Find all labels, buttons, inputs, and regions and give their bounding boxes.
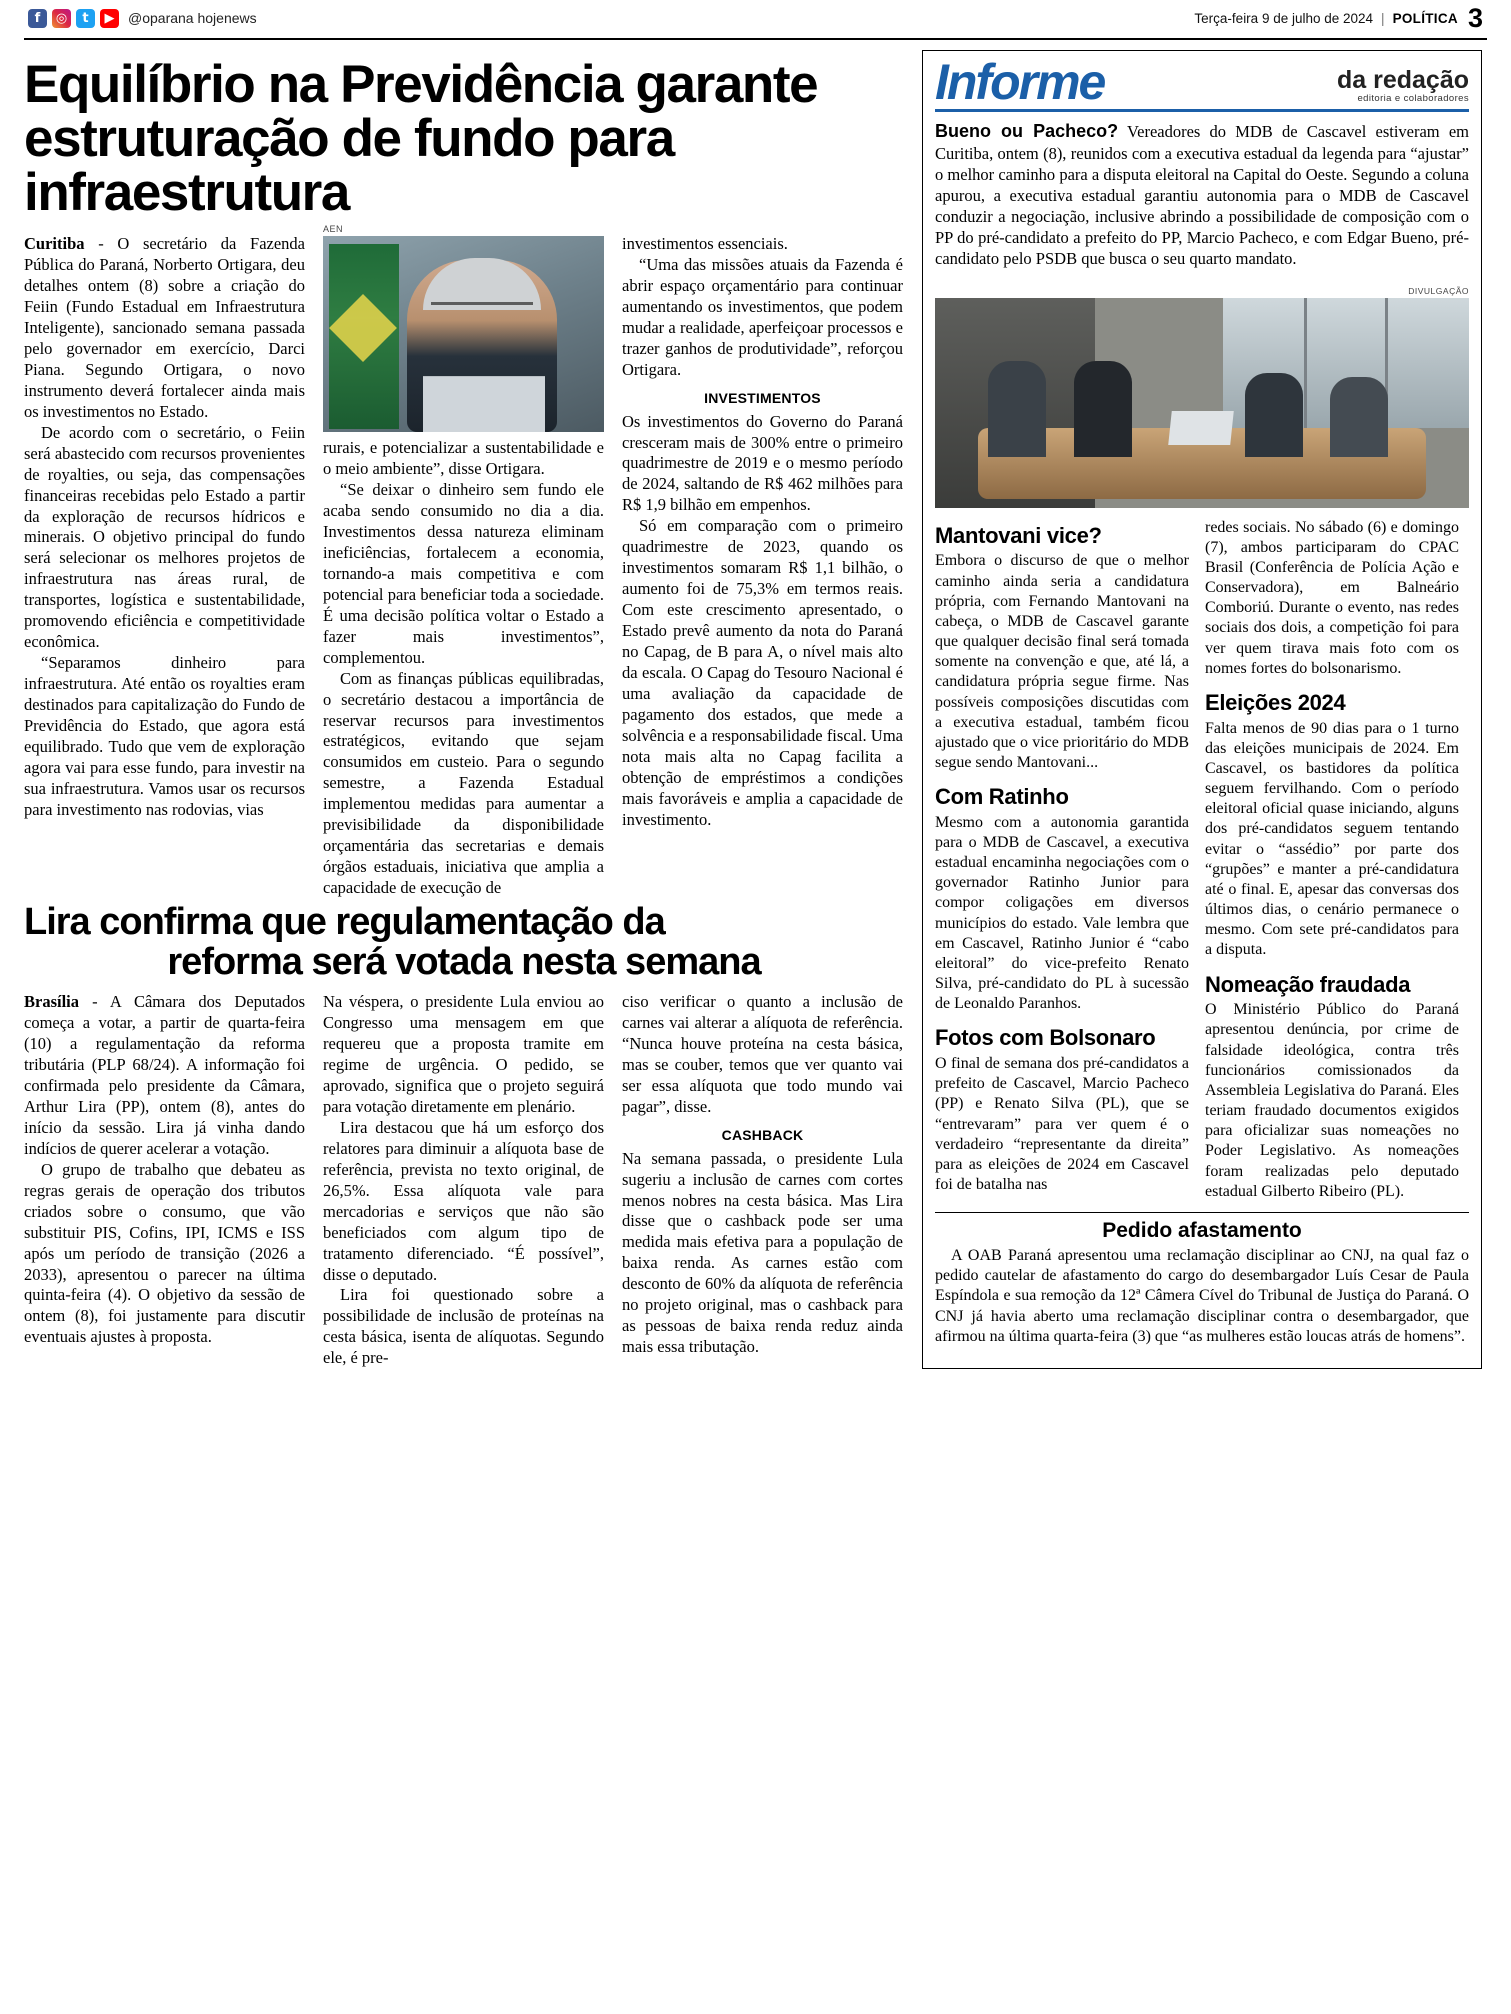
masthead (24, 0, 1487, 40)
informe-column-2 (1205, 518, 1459, 1202)
facebook-icon[interactable]: f (28, 9, 47, 28)
masthead-separator: | (1381, 10, 1385, 26)
paragraph (24, 234, 305, 423)
informe-item-title: Eleições 2024 (1205, 689, 1346, 715)
youtube-icon[interactable]: ▶ (100, 9, 119, 28)
article-2-columns (24, 992, 904, 1369)
article-2-title (24, 903, 904, 982)
paragraph (24, 992, 305, 1160)
paragraph: investimentos essenciais. (622, 234, 788, 254)
article-1-columns (24, 224, 904, 899)
informe-item-text: redes sociais. No sábado (6) e domingo (7), ambos participaram do CPAC Brasil (Conferência de Polícia Ação e Conservadora), em Balneário Comboriú. Durante o evento, nas redes sociais dos dois, a competição foi para ver quem tirava mais foto com os nomes fortes do bolsonarismo. (1205, 518, 1459, 677)
informe-item-text: O final de semana dos pré-candidatos a prefeito de Cascavel, Marcio Pacheco (PP) e Renato Silva (PL), que se “entrevaram” para ver quem é o verdadeiro “representante da direita” para as eleições de 2024 em Cascavel foi de batalha nas (935, 1055, 1189, 1194)
paragraph: rurais, e potencializar a sustentabilidade e o meio ambiente”, disse Ortigara. (323, 438, 604, 479)
informe-item-text: Mesmo com a autonomia garantida para o MDB de Cascavel, a executiva estadual encaminha negociações com o governador Ratinho Junior para compor coligações em diversos municípios do estado. Vale lembra que em Cascavel, Ratinho Junior é “cabo eleitoral” do vice-prefeito Renato Silva, pré-candidato do PL à sucessão de Leonaldo Paranhos. (935, 813, 1189, 1013)
paragraph: Só em comparação com o primeiro quadrimestre de 2023, quando os investimentos somaram R$ 1,1 bilhão, o aumento foi de 75,3% em termos reais. Com este crescimento apresentado, o Estado prevê aumento da nota do Paraná no Capag, de B para A, o nível mais alto da escala. O Capag do Tesouro Nacional é uma avaliação da capacidade de pagamento dos estados, que mede a solvência e a responsabilidade fiscal. Uma nota mais alta no Capag facilita a obtenção de empréstimos a condições mais favoráveis e amplia a capacidade de investimento. (622, 516, 903, 829)
page-number: 3 (1467, 2, 1483, 33)
article-2-column-3 (622, 992, 903, 1369)
informe-subtitle-group (1336, 65, 1469, 107)
informe-footer (935, 1212, 1469, 1348)
informe-photo-credit: DIVULGAÇÃO (1408, 285, 1469, 296)
paragraph: Com as finanças públicas equilibradas, o secretário destacou a importância de reservar recursos para investimentos estratégicos, evitando que sejam consumidos em custeio. Para o segundo semestre, a Fazenda Estadual implementou medidas para aumentar a previsibilidade da disponibilidade orçamentária das secretarias e demais órgãos estaduais, iniciativa que amplia a capacidade de execução de (323, 668, 604, 898)
informe-logo: Informe (935, 54, 1105, 110)
informe-item-title: Mantovani vice? (935, 522, 1102, 548)
informe-column-1 (935, 518, 1189, 1202)
paragraph: “Se deixar o dinheiro sem fundo ele acaba sendo consumido no dia a dia. Investimentos dessa natureza eliminam ineficiências, fortalecem a economia, tornando-a mais competitiva e com potencial para beneficiar toda a sociedade. É uma decisão política voltar o Estado a fazer mais investimentos”, complementou. (323, 480, 604, 667)
paragraph: Lira foi questionado sobre a possibilidade de inclusão de proteínas na cesta básica, isenta de alíquotas. Segundo ele, é pre- (323, 1285, 604, 1368)
masthead-social (28, 9, 257, 28)
article-2-title-line-2: reforma será votada nesta semana (167, 940, 761, 983)
paragraph-text: - A Câmara dos Deputados começa a votar, a partir de quarta-feira (10) a regulamentação da reforma tributária (PLP 68/24). A informação foi confirmada pelo presidente da Câmara, Arthur Lira (PP), ontem (8), antes do início da sessão. Lira já vinha dando indícios de querer acelerar a votação. (24, 992, 305, 1158)
twitter-icon[interactable]: t (76, 9, 95, 28)
informe-lead-text: Vereadores do MDB de Cascavel estiveram em Curitiba, ontem (8), reunidos com a executiva estadual da legenda para “ajustar” o melhor caminho para a disputa eleitoral na Capital do Oeste. Segundo a coluna apurou, a executiva estadual garantiu autonomia para o MDB de Cascavel conduzir a negociação, inclusive abrindo a possibilidade de composição com o PP do pré-candidato a prefeito do PP, Marcio Pacheco, e com Edgar Bueno, pré-candidato pelo PSDB que busca o seu quarto mandato. (935, 121, 1469, 269)
paragraph: ciso verificar o quanto a inclusão de carnes vai alterar a alíquota de referência. “Nunca houve proteína na cesta básica, mas se couber, temos que ver quanto vai ser essa alíquota que todo mundo vai pagar”, disse. (622, 992, 903, 1116)
paragraph: “Uma das missões atuais da Fazenda é abrir espaço orçamentário para continuar aumentando os investimentos, que podem mudar a realidade, aperfeiçoar processos e trazer ganhos de produtividade”, reforçou Ortigara. (622, 255, 903, 379)
article-photo-wrap (323, 224, 604, 432)
article-1-column-1 (24, 234, 305, 899)
masthead-meta (1194, 2, 1483, 33)
issue-date: Terça-feira 9 de julho de 2024 (1194, 10, 1374, 26)
article-2-column-1 (24, 992, 305, 1369)
instagram-icon[interactable]: ◎ (52, 9, 71, 28)
paragraph: Os investimentos do Governo do Paraná cresceram mais de 300% entre o primeiro quadrimestre de 2019 e o mesmo período de 2024, saltando de R$ 462 milhões para R$ 1,9 bilhão em empenhos. (622, 411, 903, 515)
informe-footer-text: A OAB Paraná apresentou uma reclamação disciplinar ao CNJ, na qual faz o pedido cautelar de afastamento do cargo do desembargador Luís Cesar de Paula Espíndola e sua remoção da 12ª Câmera Cível do Tribunal de Justiça do Paraná. O CNJ já havia aberto uma reclamação disciplinar contra o desembargador, que afirmou na última quarta-feira (3) que “as mulheres estão loucas atrás de homens”. (935, 1246, 1469, 1346)
social-handle: @oparana hojenews (128, 10, 257, 26)
paragraph: Lira destacou que há um esforço dos relatores para diminuir a alíquota base de referência, prevista no texto original, de 26,5%. Essa alíquota vale para mercadorias e serviços que não são beneficiados com algum tipo de tratamento diferenciado. “É possível”, disse o deputado. (323, 1117, 604, 1284)
informe-item-title: Nomeação fraudada (1205, 971, 1411, 997)
paragraph-text: - O secretário da Fazenda Pública do Paraná, Norberto Ortigara, deu detalhes ontem (8) sobre a criação do Feiin (Fundo Estadual em Infraestrutura Inteligente), sancionado semana passada pelo governador em exercício, Darci Piana. Segundo Ortigara, o novo instrumento deverá fortalecer ainda mais os investimentos no Estado. (24, 234, 305, 421)
section-subhead: CASHBACK (721, 1126, 804, 1143)
paragraph: “Separamos dinheiro para infraestrutura. Até então os royalties eram destinados para capitalização do Fundo de Previdência do Estado, que agora está equilibrado. Tudo que vem de exploração agora vai para esse fundo, para investir na sua infraestrutura. Vamos usar os recursos para investimento nas rodovias, vias (24, 653, 305, 819)
informe-item-title: Fotos com Bolsonaro (935, 1025, 1156, 1051)
informe-box (922, 50, 1482, 1369)
informe-item-text: Embora o discurso de que o melhor caminho ainda seria a candidatura própria, com Fernando Mantovani na cabeça, o MDB de Cascavel garante que qualquer decisão final será tomada somente na convenção e que, até lá, a candidatura própria segue firme. Nas possíveis composições discutidas com a executiva estadual, também ficou ajustado que o vice prioritário do MDB segue sendo Mantovani... (935, 552, 1189, 771)
informe-lead (935, 120, 1469, 270)
paragraph: De acordo com o secretário, o Feiin será abastecido com recursos provenientes de royalties, ou seja, das compensações financeiras recebidas pelo Estado a partir da exploração de recursos hídricos e minerais. O objetivo principal do fundo será selecionar os melhores projetos de infraestrutura nas áreas rural, de transportes, logística e sustentabilidade, promovendo eficiência e competitividade econômica. (24, 422, 305, 652)
informe-subtitle: da redação (1336, 65, 1469, 94)
informe-credits: editoria e colaboradores (1357, 92, 1469, 104)
section-name: POLÍTICA (1392, 10, 1458, 26)
informe-item-title: Com Ratinho (935, 784, 1069, 810)
paragraph: Na semana passada, o presidente Lula sugeriu a inclusão de carnes com cortes menos nobres na cesta básica. Mas Lira disse que o cashback pode ser uma medida mais efetiva para a população de baixa renda. As carnes estão com desconto de 60% da alíquota de referência no projeto original, mas o cashback para as pessoas de baixa renda reduz ainda mais essa tributação. (622, 1148, 903, 1357)
informe-photo (935, 298, 1469, 508)
section-subhead: INVESTIMENTOS (704, 389, 821, 406)
article-2-title-line-1: Lira confirma que regulamentação da (24, 901, 665, 944)
page-title: Equilíbrio na Previdência garante estruturação de fundo para infraestrutura (24, 55, 818, 223)
informe-columns (935, 518, 1469, 1202)
main-content (24, 50, 904, 1369)
dateline: Curitiba (24, 234, 85, 254)
informe-item-text: O Ministério Público do Paraná apresentou denúncia, por crime de falsidade ideológica, contra três funcionários comissionados da Assembleia Legislativa do Paraná. Eles teriam fraudado documentos exigidos para oficializar suas nomeações no Poder Legislativo. As nomeações foram realizadas pelo deputado estadual Gilberto Ribeiro (PL). (1205, 1001, 1459, 1200)
photo-credit: AEN (323, 224, 344, 235)
informe-footer-title: Pedido afastamento (1102, 1218, 1302, 1242)
informe-item-text: Falta menos de 90 dias para o 1 turno das eleições municipais de 2024. Em Cascavel, os bastidores da política seguem fervilhando. Com o período eleitoral oficial quase iniciando, alguns dos pré-candidatos seguem tentando evitar o “assédio” por parte dos “grupões” e manter a pré-candidatura até o final. E, apesar das conversas dos últimos dias, o cenário permanece o mesmo. Com sete pré-candidatos para a disputa. (1205, 719, 1459, 959)
article-1-column-3 (622, 234, 903, 899)
article-1-column-2 (323, 224, 604, 899)
informe-header (935, 54, 1469, 112)
article-photo (323, 236, 604, 432)
paragraph: Na véspera, o presidente Lula enviou ao Congresso uma mensagem em que requereu que a proposta tramite em regime de urgência. O pedido, se aprovado, significa que o projeto seguirá para votação diretamente em plenário. (323, 992, 604, 1116)
informe-lead-title: Bueno ou Pacheco? (935, 120, 1119, 141)
article-2-column-2 (323, 992, 604, 1369)
dateline: Brasília (24, 992, 80, 1012)
paragraph: O grupo de trabalho que debateu as regras gerais de operação dos tributos criados sobre o consumo, que vão substituir PIS, Cofins, IPI, ICMS e ISS após um período de transição (2026 a 2033), apresentou o parecer na última quinta-feira (4). O objetivo da sessão de ontem (8), foi justamente para discutir eventuais ajustes à proposta. (24, 1159, 305, 1347)
